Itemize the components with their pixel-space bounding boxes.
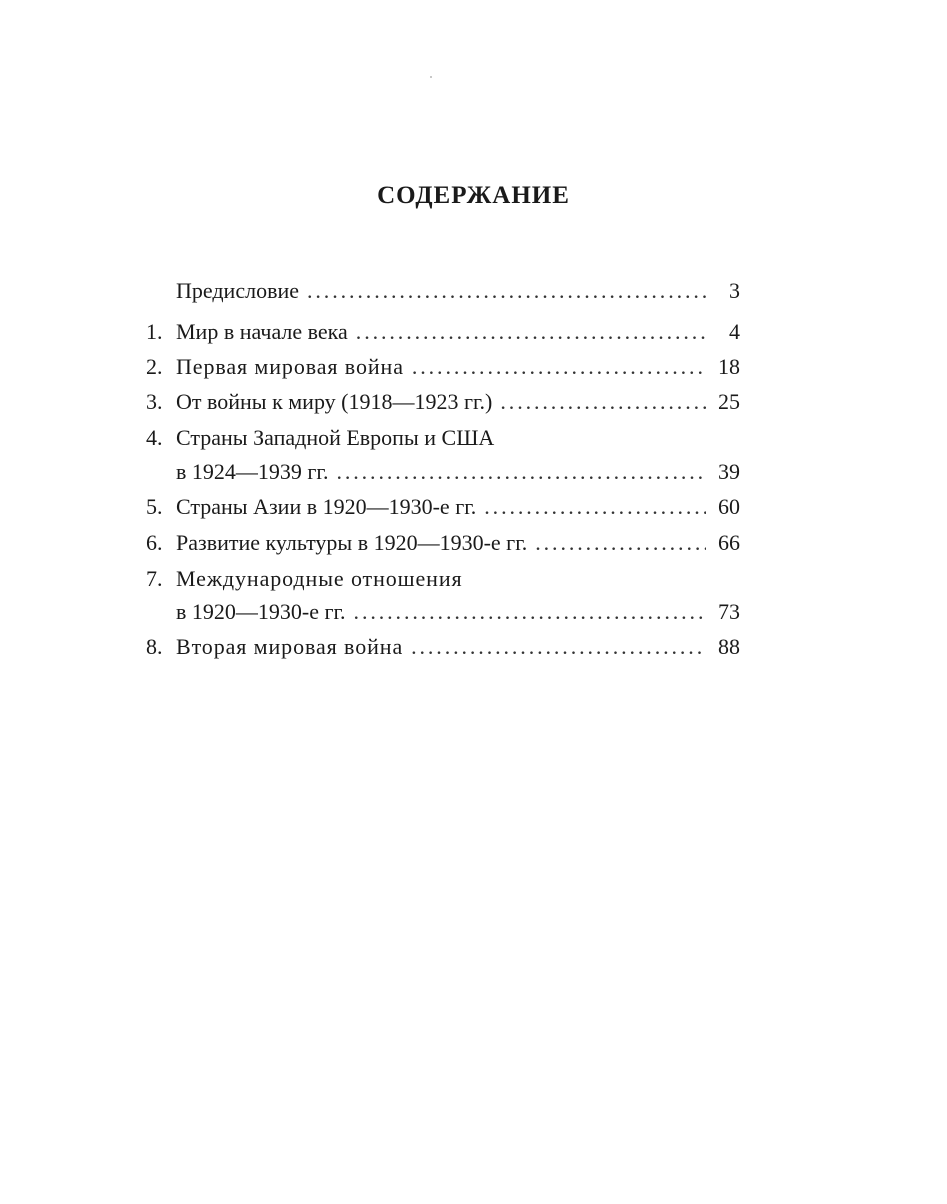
- toc-entry-page: 25: [718, 389, 740, 414]
- toc-entry-4: [146, 421, 740, 455]
- toc-entry-label: Страны Западной Европы и США: [176, 425, 495, 450]
- toc-entry-number: 8.: [146, 634, 163, 659]
- toc-entry-label: Предисловие: [176, 278, 299, 303]
- toc-entry-number: 5.: [146, 494, 163, 519]
- toc-entry-number: 2.: [146, 354, 163, 379]
- toc-entry-number: 4.: [146, 425, 163, 450]
- dot-leader: [336, 455, 706, 489]
- toc-entry-7-continued: [146, 595, 740, 629]
- toc-entry-page: 4: [729, 319, 740, 344]
- toc-entry-label: Развитие культуры в 1920—1930-е гг.: [176, 530, 528, 555]
- dot-leader: [412, 350, 706, 384]
- toc-entry-page: 3: [729, 278, 740, 303]
- toc-entry-page: 39: [718, 459, 740, 484]
- toc-entry-number: 1.: [146, 319, 163, 344]
- toc-entry-label: в 1920—1930-е гг.: [176, 599, 346, 624]
- toc-entry-label: Страны Азии в 1920—1930-е гг.: [176, 494, 477, 519]
- toc-entry-label: Международные отношения: [176, 566, 463, 591]
- dot-leader: [535, 526, 706, 560]
- dot-leader: [307, 274, 706, 308]
- toc-entry-label: в 1924—1939 гг.: [176, 459, 329, 484]
- toc-entry-8: [146, 630, 740, 664]
- toc-entry-4-continued: [146, 455, 740, 489]
- toc-entry-number: 6.: [146, 530, 163, 555]
- dot-leader: [500, 385, 706, 419]
- toc-entry-3: [146, 385, 740, 419]
- toc-entry-label: Первая мировая война: [176, 354, 404, 379]
- toc-entry-page: 60: [718, 494, 740, 519]
- toc-entry-1: [146, 315, 740, 349]
- toc-entry-page: 73: [718, 599, 740, 624]
- toc-entry-label: Мир в начале века: [176, 319, 348, 344]
- toc-entry-page: 88: [718, 634, 740, 659]
- scan-speck: [430, 76, 432, 78]
- dot-leader: [411, 630, 706, 664]
- toc-entry-page: 66: [718, 530, 740, 555]
- toc-entry-number: 7.: [146, 566, 163, 591]
- toc-entry-preface: [146, 274, 740, 308]
- toc-entry-6: [146, 526, 740, 560]
- toc-entry-5: [146, 490, 740, 524]
- page-title: СОДЕРЖАНИЕ: [377, 182, 570, 209]
- toc-entry-page: 18: [718, 354, 740, 379]
- toc-entry-7: [146, 562, 740, 596]
- toc-entry-label: Вторая мировая война: [176, 634, 404, 659]
- dot-leader: [356, 315, 706, 349]
- dot-leader: [354, 595, 706, 629]
- toc-entry-2: [146, 350, 740, 384]
- dot-leader: [484, 490, 706, 524]
- toc-entry-label: От войны к миру (1918—1923 гг.): [176, 389, 493, 414]
- toc-entry-number: 3.: [146, 389, 163, 414]
